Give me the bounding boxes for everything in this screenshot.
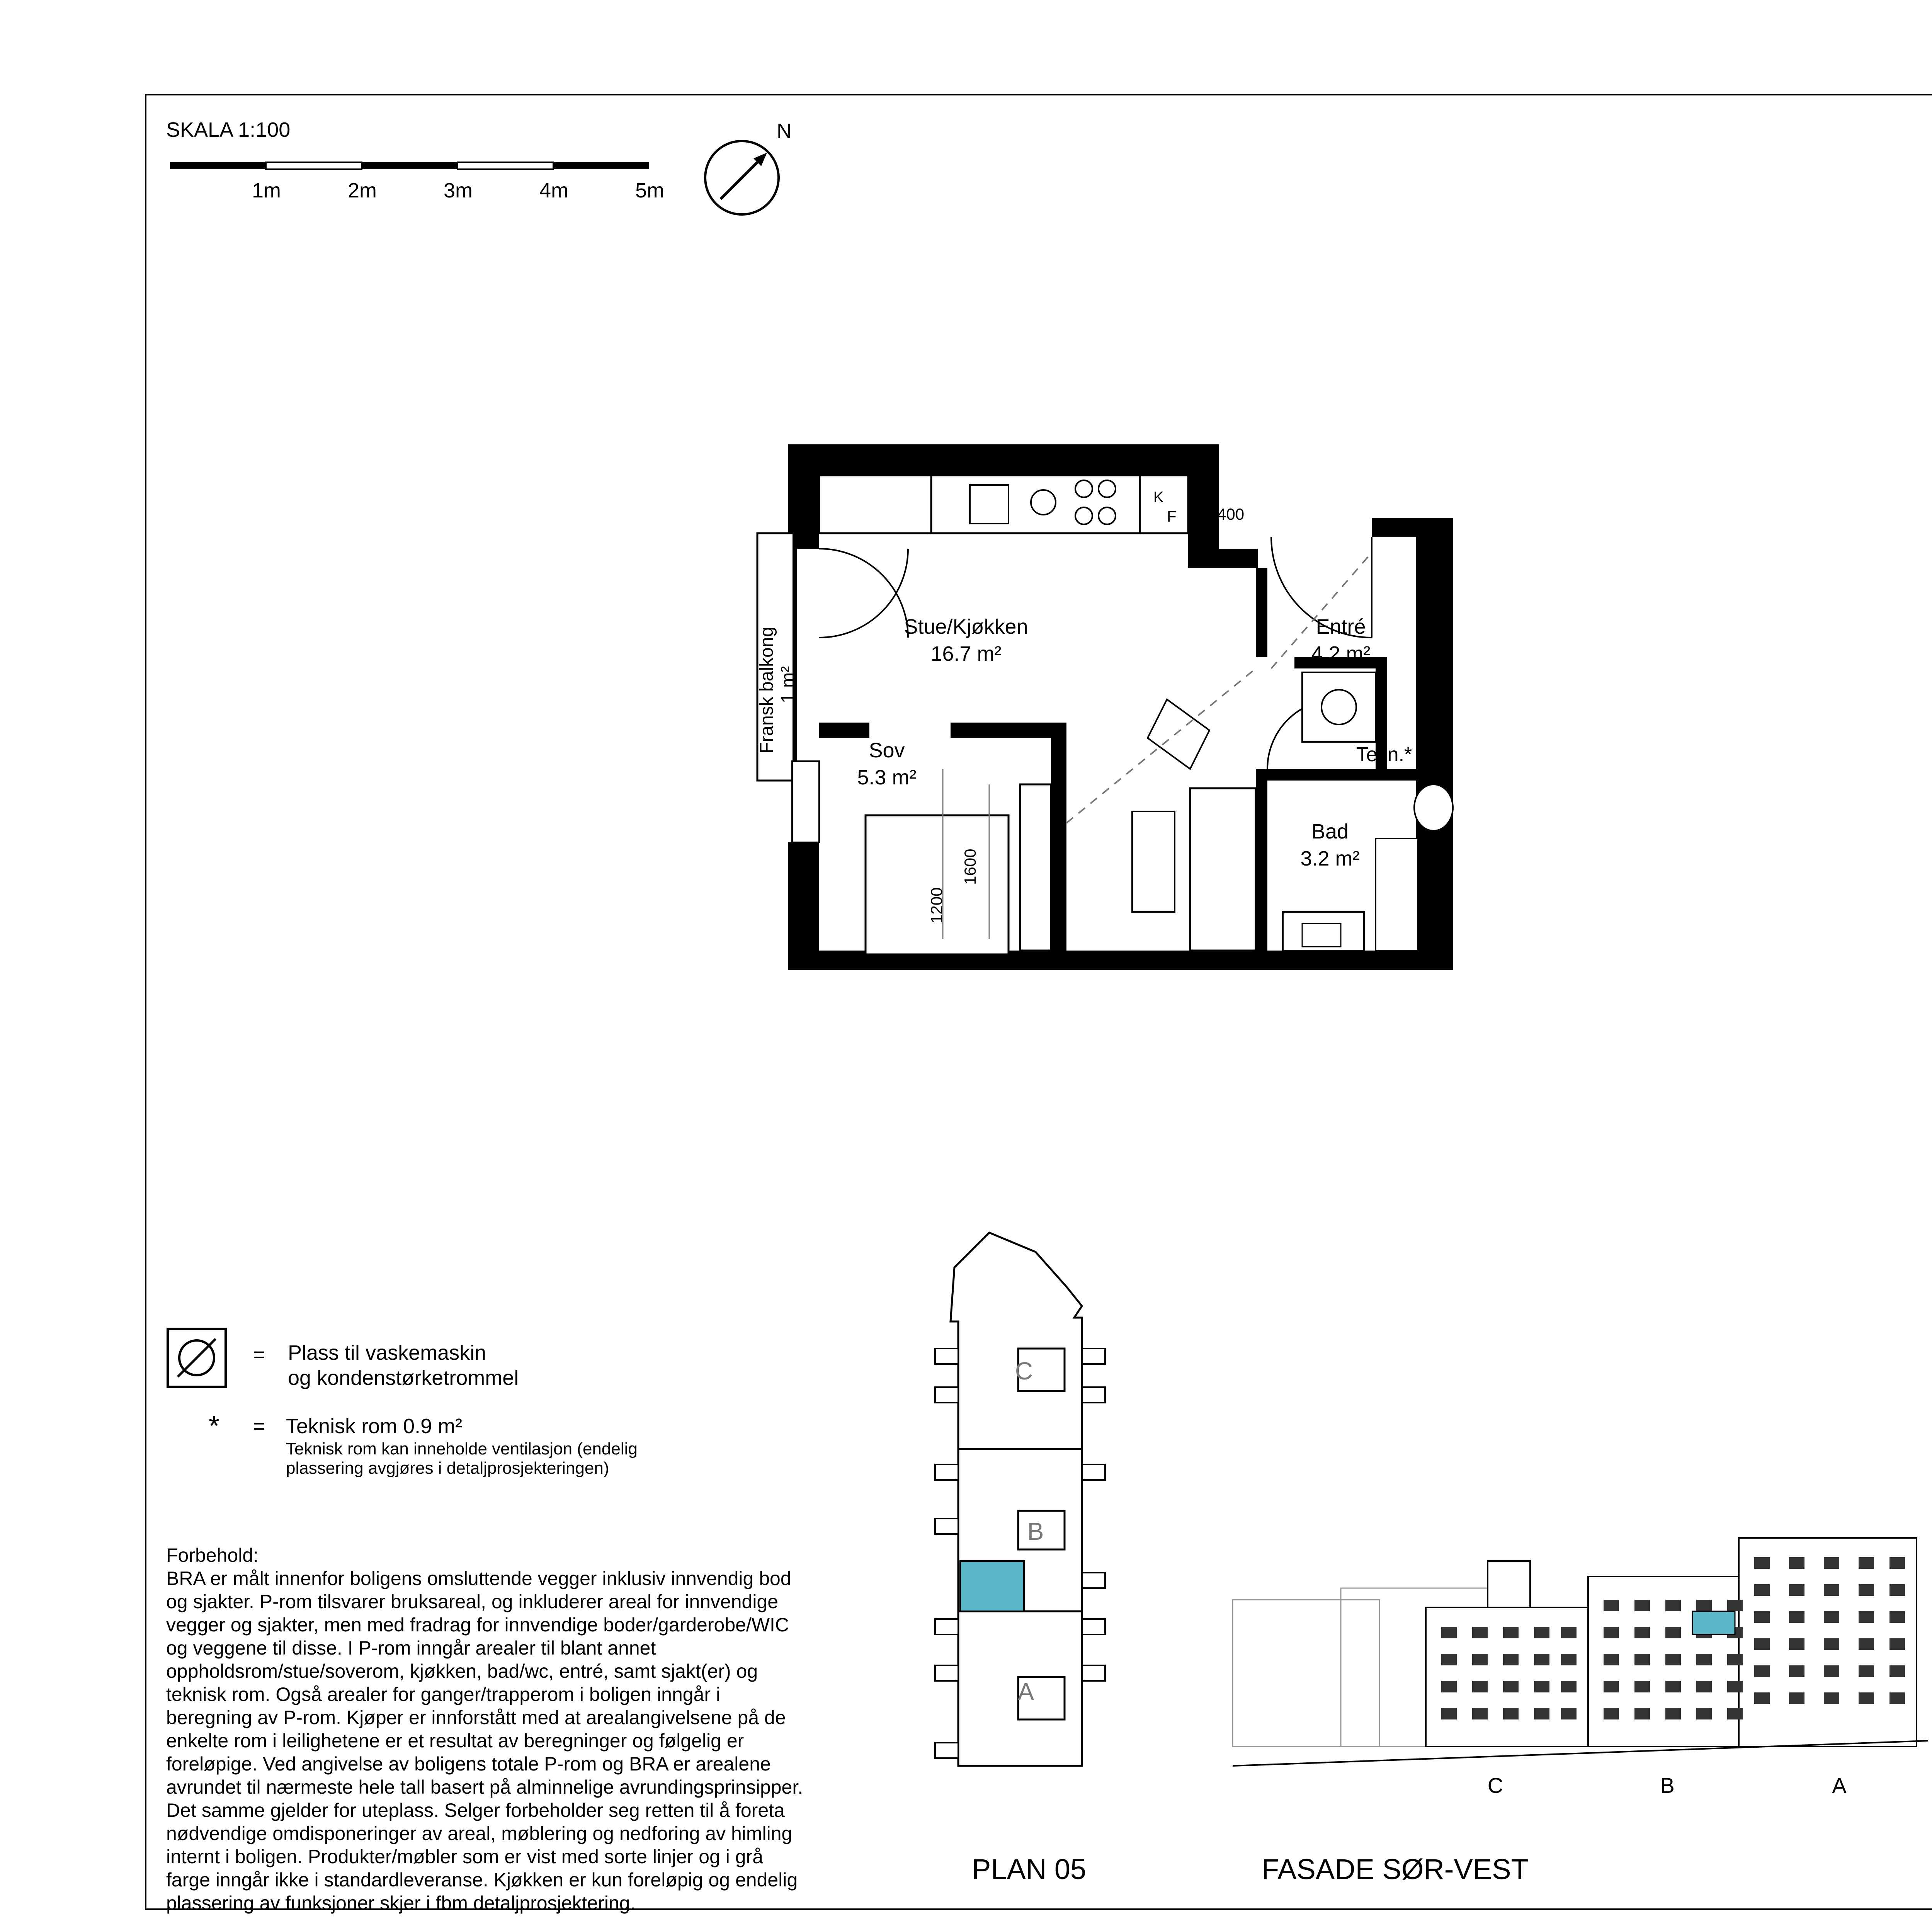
- disclaimer: [166, 1544, 862, 1915]
- dim-400: 400: [1217, 505, 1245, 523]
- scale-bar: [166, 153, 688, 207]
- key-plan-b: B: [1027, 1517, 1044, 1545]
- disclaimer-line: nødvendige omdisponeringer av areal, møblering og nedforing av himling: [166, 1823, 793, 1844]
- key-plan: [920, 1225, 1136, 1777]
- room-sov-area: 5.3 m²: [857, 766, 917, 789]
- room-sov-name: Sov: [869, 739, 905, 762]
- legend-star: *: [209, 1411, 220, 1442]
- disclaimer-line: teknisk rom. Også arealer for ganger/trapperom i boligen inngår i: [166, 1684, 721, 1705]
- facade-c: C: [1487, 1773, 1503, 1798]
- room-entre-name: Entré: [1316, 615, 1366, 638]
- facade-b: B: [1660, 1773, 1675, 1798]
- north-label: N: [777, 119, 792, 143]
- disclaimer-line: plassering av funksjoner skjer i fbm detaljprosjektering.: [166, 1892, 636, 1914]
- key-plan-a: A: [1017, 1678, 1034, 1706]
- disclaimer-line: vegger og sjakter, men med fradrag for innvendige boder/garderobe/WIC: [166, 1614, 789, 1636]
- key-plan-highlight: [960, 1561, 1024, 1611]
- dim-1600: 1600: [961, 849, 979, 885]
- room-stue-name: Stue/Kjøkken: [904, 615, 1028, 638]
- kitchen-mark-f: F: [1167, 508, 1177, 525]
- room-bad-name: Bad: [1311, 820, 1349, 843]
- disclaimer-line: enkelte rom i leilighetene er et resultat av beregninger og følgelig er: [166, 1730, 744, 1752]
- disclaimer-line: Det samme gjelder for uteplass. Selger forbeholder seg retten til å foreta: [166, 1799, 785, 1821]
- scale-tick-5m: 5m: [635, 179, 665, 202]
- floor-plan: [734, 437, 1526, 974]
- washer-symbol-icon: [166, 1327, 232, 1393]
- disclaimer-line: og veggene til disse. I P-rom inngår arealer til blant annet: [166, 1637, 656, 1659]
- disclaimer-line: farge inngår ikke i standardleveranse. Kjøkken er kun foreløpig og endelig: [166, 1869, 798, 1891]
- facade-a: A: [1832, 1773, 1847, 1798]
- balkong-name: Fransk balkong: [757, 626, 777, 753]
- tekn-name: Tekn.*: [1356, 743, 1412, 766]
- legend-tech-line1: Teknisk rom kan inneholde ventilasjon (endelig: [286, 1439, 638, 1458]
- legend-washer-line2: og kondenstørketrommel: [288, 1366, 519, 1389]
- disclaimer-heading: Forbehold:: [166, 1544, 259, 1566]
- disclaimer-line: BRA er målt innenfor boligens omsluttende vegger inklusiv innvendig bod: [166, 1568, 791, 1589]
- disclaimer-line: og sjakter. P-rom tilsvarer bruksareal, og inkluderer areal for innvendige: [166, 1591, 779, 1612]
- room-bad-area: 3.2 m²: [1300, 847, 1360, 870]
- key-plan-c: C: [1015, 1357, 1033, 1385]
- scale-label: SKALA 1:100: [166, 118, 291, 141]
- key-plan-label: PLAN 05: [972, 1853, 1087, 1885]
- room-stue-area: 16.7 m²: [930, 642, 1002, 665]
- legend-washer-eq: =: [253, 1343, 265, 1366]
- legend-tech-title: Teknisk rom 0.9 m²: [286, 1415, 463, 1438]
- room-entre-area: 4.2 m²: [1311, 642, 1371, 665]
- balkong-area: 1 m²: [778, 666, 798, 703]
- legend-tech-eq: =: [253, 1415, 265, 1438]
- disclaimer-line: beregning av P-rom. Kjøper er innforstått med at arealangivelsene på de: [166, 1707, 786, 1728]
- facade-elevation: [1225, 1530, 1932, 1808]
- disclaimer-line: oppholdsrom/stue/soverom, kjøkken, bad/wc, entré, samt sjakt(er) og: [166, 1660, 758, 1682]
- disclaimer-line: internt i boligen. Produkter/møbler som er vist med sorte linjer og i grå: [166, 1846, 764, 1867]
- scale-tick-1m: 1m: [252, 179, 281, 202]
- legend-tech-line2: plassering avgjøres i detaljprosjekteringen): [286, 1459, 609, 1478]
- dim-1200: 1200: [927, 887, 946, 923]
- disclaimer-line: avrundet til nærmeste hele tall basert på alminnelige avrundingsprinsipper.: [166, 1776, 803, 1798]
- disclaimer-line: foreløpige. Ved angivelse av boligens totale P-rom og BRA er arealene: [166, 1753, 771, 1775]
- scale-tick-2m: 2m: [348, 179, 377, 202]
- scale-tick-3m: 3m: [444, 179, 473, 202]
- legend-washer-line1: Plass til vaskemaskin: [288, 1341, 486, 1364]
- facade-highlight: [1692, 1611, 1735, 1634]
- kitchen-mark-k: K: [1153, 489, 1164, 506]
- facade-label: FASADE SØR-VEST: [1262, 1853, 1529, 1885]
- scale-tick-4m: 4m: [539, 179, 569, 202]
